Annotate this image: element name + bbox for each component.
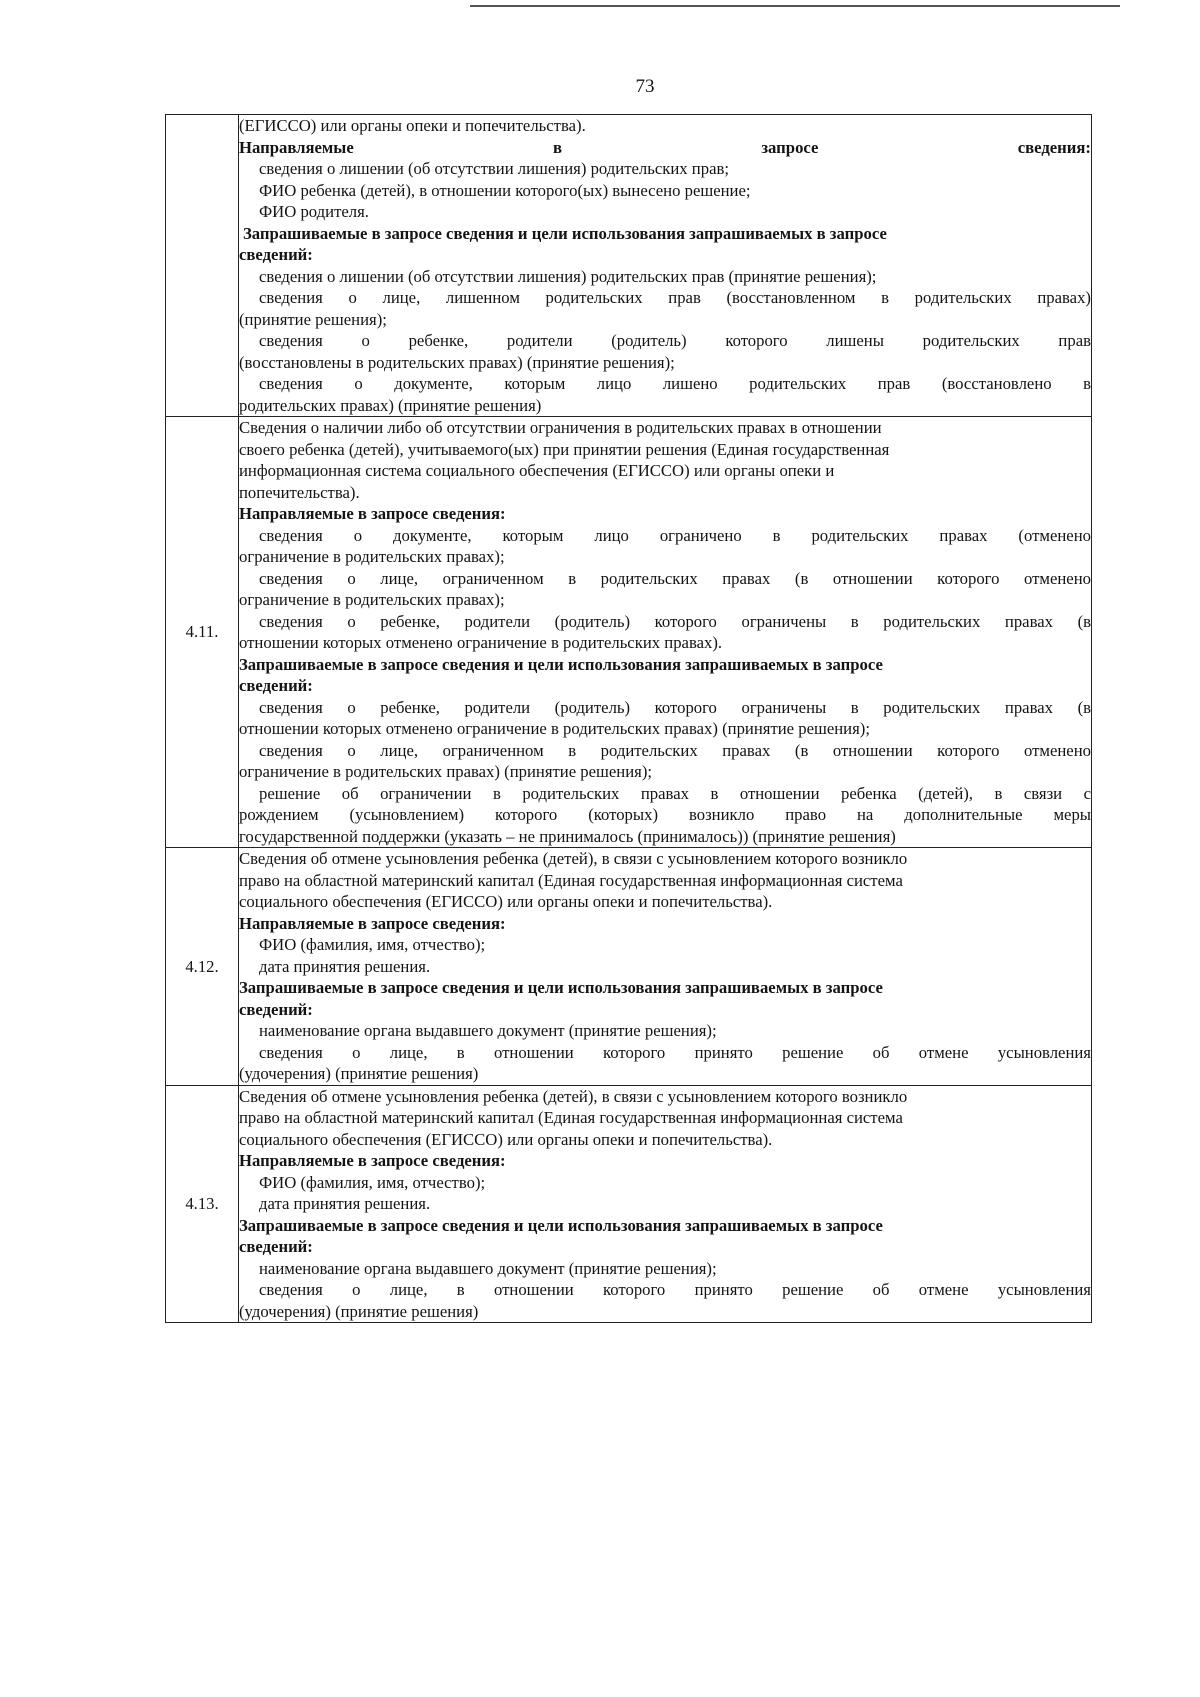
row-content — [239, 417, 1092, 848]
section-heading-line: Запрашиваемые в запросе сведения и цели использования запрашиваемых в запросе — [239, 1215, 883, 1235]
text-line: Сведения о наличии либо об отсутствии ограничения в родительских правах в отношении — [239, 418, 882, 437]
section-heading-line: Запрашиваемые в запросе сведения и цели использования запрашиваемых в запросе — [239, 654, 883, 674]
section-heading-line: Запрашиваемые в запросе сведения и цели использования запрашиваемых в запросе — [243, 223, 887, 243]
row-content — [239, 115, 1092, 417]
text-line: сведения о ребенке, родители (родитель) которого лишены родительских прав — [259, 331, 1091, 350]
section-heading-line: Направляемые в запросе сведения: — [239, 504, 506, 523]
text-line: сведения о ребенке, родители (родитель) которого ограничены в родительских правах (в — [259, 611, 1091, 631]
section-heading-line: сведений: — [239, 245, 313, 264]
text-line: родительских правах) (принятие решения) — [239, 395, 542, 415]
text-line: сведения о документе, которым лицо лишено родительских прав (восстановлено в — [259, 374, 1091, 393]
text-line: ФИО родителя. — [259, 202, 369, 221]
text-line: сведения о лице, ограниченном в родительских правах (в отношении которого отменено — [259, 568, 1091, 588]
section-heading-line: Направляемые в запросе сведения: — [239, 913, 506, 933]
row-number — [166, 115, 239, 417]
text-line: социального обеспечения (ЕГИССО) или органы опеки и попечительства). — [239, 892, 773, 911]
text-line: наименование органа выдавшего документ (принятие решения); — [259, 1258, 717, 1278]
row-number: 4.12. — [166, 848, 239, 1086]
text-line: сведения о лишении (об отсутствии лишения) родительских прав; — [259, 159, 729, 178]
text-line: ограничение в родительских правах); — [239, 590, 505, 609]
text-line: государственной поддержки (указать – не принималось (принималось)) (принятие решения) — [239, 826, 896, 846]
row-content — [239, 1085, 1092, 1323]
row-number: 4.11. — [166, 417, 239, 848]
text-line: сведения о ребенке, родители (родитель) которого ограничены в родительских правах (в — [259, 697, 1091, 717]
text-line: сведения о лице, ограниченном в родительских правах (в отношении которого отменено — [259, 740, 1091, 760]
text-line: сведения о лице, в отношении которого принято решение об отмене усыновления — [259, 1280, 1091, 1299]
text-line: (принятие решения); — [239, 309, 387, 329]
text-line: (удочерения) (принятие решения) — [239, 1301, 479, 1321]
text-line: сведения о лице, в отношении которого принято решение об отмене усыновления — [259, 1042, 1091, 1062]
text-line: Сведения об отмене усыновления ребенка (детей), в связи с усыновлением которого возникло — [239, 1086, 908, 1106]
row-content — [239, 848, 1092, 1086]
text-line: право на областной материнский капитал (Единая государственная информационная система — [239, 870, 903, 890]
text-line: сведения о документе, которым лицо ограничено в родительских правах (отменено — [259, 525, 1091, 545]
text-line: отношении которых отменено ограничение в родительских правах) (принятие решения); — [239, 719, 870, 738]
text-line: дата принятия решения. — [259, 1194, 431, 1213]
text-line: попечительства). — [239, 482, 360, 502]
page-number: 73 — [635, 76, 655, 97]
text-line: наименование органа выдавшего документ (принятие решения); — [259, 1021, 717, 1040]
section-heading-line: сведений: — [239, 676, 313, 695]
text-line: (ЕГИССО) или органы опеки и попечительства). — [239, 116, 586, 135]
row-number: 4.13. — [166, 1085, 239, 1323]
text-line: рождением (усыновлением) которого (которых) возникло право на дополнительные меры — [239, 805, 1091, 824]
text-line: ФИО (фамилия, имя, отчество); — [259, 1172, 486, 1192]
text-line: информационная система социального обеспечения (ЕГИССО) или органы опеки и — [239, 461, 835, 480]
text-line: (удочерения) (принятие решения) — [239, 1064, 479, 1083]
table-row — [166, 115, 1092, 417]
text-line: (восстановлены в родительских правах) (принятие решения); — [239, 352, 675, 372]
text-line: ФИО ребенка (детей), в отношении которого(ых) вынесено решение; — [259, 180, 751, 200]
text-line: право на областной материнский капитал (Единая государственная информационная система — [239, 1108, 903, 1127]
text-line: Сведения об отмене усыновления ребенка (детей), в связи с усыновлением которого возникло — [239, 849, 908, 868]
text-line: отношении которых отменено ограничение в родительских правах). — [239, 633, 723, 652]
section-heading-line: Запрашиваемые в запросе сведения и цели использования запрашиваемых в запросе — [239, 978, 883, 997]
text-line: сведения о лишении (об отсутствии лишения) родительских прав (принятие решения); — [259, 266, 877, 286]
text-line: ограничение в родительских правах) (принятие решения); — [239, 762, 653, 781]
requirements-table — [165, 114, 1092, 1323]
section-heading-line: Направляемые в запросе сведения: — [239, 1151, 506, 1170]
text-line: социального обеспечения (ЕГИССО) или органы опеки и попечительства). — [239, 1129, 773, 1149]
table-row — [166, 1085, 1092, 1323]
section-heading-line: сведений: — [239, 999, 313, 1019]
table-body — [166, 115, 1092, 1323]
text-line: сведения о лице, лишенном родительских прав (восстановленном в родительских правах) — [259, 288, 1091, 307]
text-line: решение об ограничении в родительских правах в отношении ребенка (детей), в связи с — [259, 783, 1091, 803]
top-rule — [470, 5, 1120, 7]
table-row — [166, 417, 1092, 848]
text-line: дата принятия решения. — [259, 956, 431, 976]
text-line: ФИО (фамилия, имя, отчество); — [259, 935, 486, 954]
text-line: ограничение в родительских правах); — [239, 547, 505, 566]
section-heading-line: сведений: — [239, 1237, 313, 1256]
table-row — [166, 848, 1092, 1086]
section-heading-line: Направляемые в запросе сведения: — [239, 137, 1091, 157]
text-line: своего ребенка (детей), учитываемого(ых) при принятии решения (Единая государственная — [239, 439, 890, 459]
